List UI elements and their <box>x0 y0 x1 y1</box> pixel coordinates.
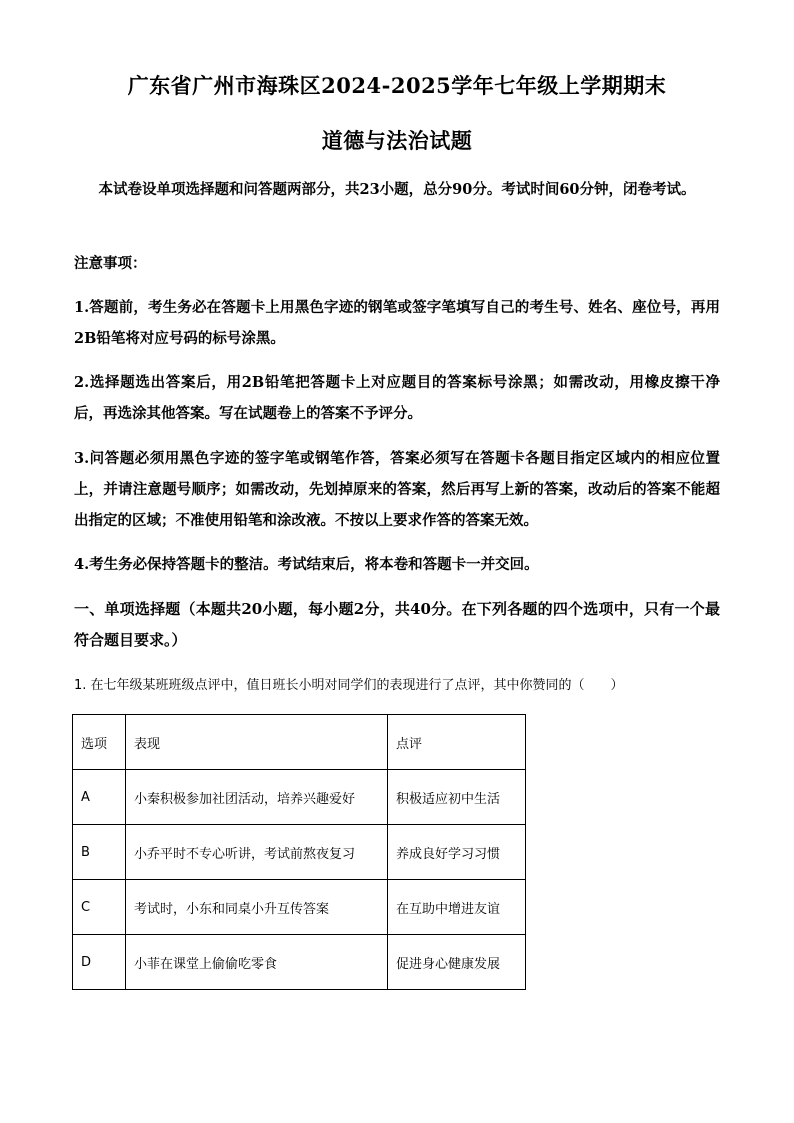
option-comment: 养成良好学习习惯 <box>388 825 526 880</box>
notice-item-3: 3.问答题必须用黑色字迹的签字笔或钢笔作答，答案必须写在答题卡各题目指定区域内的相应位置上，并请注意题号顺序；如需改动，先划掉原来的答案，然后再写上新的答案，改动后的答案不能超出指定的区域；不准使用铅笔和涂改液。不按以上要求作答的答案无效。 <box>74 450 720 529</box>
table-header-row <box>73 715 526 770</box>
option-comment: 促进身心健康发展 <box>388 935 526 990</box>
option-letter: C <box>73 880 126 935</box>
table-header-cell: 选项 <box>73 715 126 770</box>
exam-title: 广东省广州市海珠区2024-2025学年七年级上学期期末 <box>127 73 667 98</box>
table-row <box>73 935 526 990</box>
notice-item-1: 1.答题前，考生务必在答题卡上用黑色字迹的钢笔或签字笔填写自己的考生号、姓名、座位号，再用2B铅笔将对应号码的标号涂黑。 <box>74 299 720 347</box>
option-comment: 在互助中增进友谊 <box>388 880 526 935</box>
option-letter: A <box>73 770 126 825</box>
table-header-cell: 点评 <box>388 715 526 770</box>
option-letter: D <box>73 935 126 990</box>
table-header-cell: 表现 <box>126 715 388 770</box>
section-heading: 一、单项选择题（本题共20小题，每小题2分，共40分。在下列各题的四个选项中，只有一个最符合题目要求。） <box>74 600 720 649</box>
exam-subject-title: 道德与法治试题 <box>321 128 473 153</box>
notice-item-4: 4.考生务必保持答题卡的整洁。考试结束后，将本卷和答题卡一并交回。 <box>74 556 539 573</box>
option-behavior: 小乔平时不专心听讲，考试前熬夜复习 <box>126 825 388 880</box>
table-row <box>73 825 526 880</box>
notice-heading: 注意事项： <box>74 255 147 272</box>
question-stem: 1. 在七年级某班班级点评中，值日班长小明对同学们的表现进行了点评，其中你赞同的（ ） <box>74 678 624 693</box>
option-comment: 积极适应初中生活 <box>388 770 526 825</box>
notice-item-2: 2.选择题选出答案后，用2B铅笔把答题卡上对应题目的答案标号涂黑；如需改动，用橡皮擦干净后，再选涂其他答案。写在试题卷上的答案不予评分。 <box>74 374 720 422</box>
option-letter: B <box>73 825 126 880</box>
option-behavior: 小秦积极参加社团活动，培养兴趣爱好 <box>126 770 388 825</box>
question-table <box>72 714 526 990</box>
option-behavior: 考试时，小东和同桌小升互传答案 <box>126 880 388 935</box>
option-behavior: 小菲在课堂上偷偷吃零食 <box>126 935 388 990</box>
exam-intro: 本试卷设单项选择题和问答题两部分，共23小题，总分90分。考试时间60分钟，闭卷考试。 <box>98 181 696 198</box>
table-row <box>73 770 526 825</box>
table-row <box>73 880 526 935</box>
